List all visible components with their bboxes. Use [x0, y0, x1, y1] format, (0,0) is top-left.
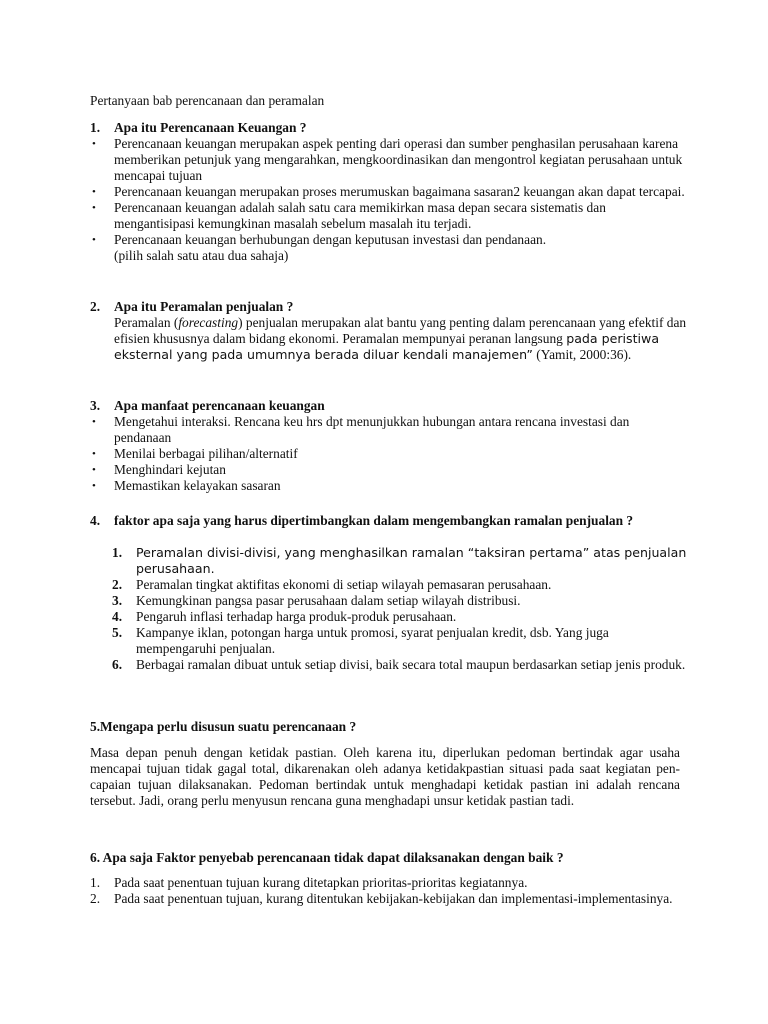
list-item: • Menilai berbagai pilihan/alternatif — [68, 446, 688, 462]
list-item — [68, 657, 688, 673]
list-text: Pada saat penentuan tujuan kurang ditetapkan prioritas-prioritas kegiatannya. — [114, 875, 528, 890]
question-3-number: 3. — [90, 398, 101, 413]
document-title: Pertanyaan bab perencanaan dan peramalan — [90, 93, 325, 108]
question-1 — [68, 120, 688, 264]
list-text: Peramalan divisi-divisi, yang menghasilkan ramalan “taksiran pertama” atas penjualan perusahaan. — [136, 545, 687, 576]
question-1-bullets — [68, 136, 688, 248]
answer-text: ) penjualan merupakan alat bantu yang penting dalam perencanaan yang efektif dan efisien khususnya dalam bidang ekonomi. Peramalan mempunyai peranan langsung — [114, 315, 687, 346]
list-number: 1. — [112, 545, 123, 560]
list-text: Pengaruh inflasi terhadap harga produk-produk perusahaan. — [136, 609, 457, 624]
question-4-title: faktor apa saja yang harus dipertimbangkan dalam mengembangkan ramalan penjualan ? — [114, 513, 634, 528]
list-text: Kampanye iklan, potongan harga untuk promosi, syarat penjualan kredit, dsb. Yang juga mempengaruhi penjualan. — [136, 625, 609, 656]
question-2-heading — [68, 299, 688, 315]
question-3-title: Apa manfaat perencanaan keuangan — [114, 398, 325, 413]
answer-italic-term: forecasting — [178, 315, 239, 330]
list-number: 2. — [90, 891, 101, 906]
answer-quote: pada peristiwa eksternal yang pada umumnya berada diluar kendali manajemen” — [114, 331, 660, 362]
list-item: • Mengetahui interaksi. Rencana keu hrs dpt menunjukkan hubungan antara rencana investasi dan pendanaan — [68, 414, 688, 446]
list-item — [68, 875, 688, 891]
list-text: Berbagai ramalan dibuat untuk setiap divisi, baik secara total maupun berdasarkan setiap jenis produk. — [136, 657, 686, 672]
section-5-heading: 5.Mengapa perlu disusun suatu perencanaan ? — [90, 719, 357, 734]
list-item: • Perencanaan keuangan berhubungan dengan keputusan investasi dan pendanaan. — [68, 232, 688, 248]
question-1-number: 1. — [90, 120, 101, 135]
question-2-title: Apa itu Peramalan penjualan ? — [114, 299, 294, 314]
list-item — [68, 609, 688, 625]
list-item — [68, 593, 688, 609]
answer-citation: (Yamit, 2000:36). — [532, 347, 632, 362]
question-4-heading — [68, 513, 688, 529]
list-item — [68, 625, 688, 657]
question-2-answer — [68, 315, 688, 363]
list-number: 2. — [112, 577, 123, 592]
question-4 — [68, 513, 688, 529]
answer-text: Peramalan ( — [114, 315, 179, 330]
list-number: 3. — [112, 593, 123, 608]
list-text: Peramalan tingkat aktifitas ekonomi di setiap wilayah pemasaran perusahaan. — [136, 577, 552, 592]
list-text: Kemungkinan pangsa pasar perusahaan dalam setiap wilayah distribusi. — [136, 593, 521, 608]
list-item: • Perencanaan keuangan adalah salah satu cara memikirkan masa depan secara sistematis dan mengantisipasi kemungkinan masalah sebelum masalah itu terjadi. — [68, 200, 688, 232]
section-5-paragraph: Masa depan penuh dengan ketidak pastian. Oleh karena itu, diperlukan pedoman bertindak agar usaha mencapai tujuan tidak gagal total, dikarenakan oleh adanya ketidakpastian situasi pada saat kegiatan pen-capaian tujuan dilaksanakan. Pedoman bertindak untuk menghadapi ketidak pastian ini adalah rencana tersebut. Jadi, orang perlu menyusun rencana guna menghadapi unsur ketidak pastian tadi. — [90, 745, 680, 808]
list-number: 6. — [112, 657, 123, 672]
question-1-heading — [68, 120, 688, 136]
list-item — [68, 545, 688, 577]
question-1-note: (pilih salah satu atau dua sahaja) — [114, 248, 289, 263]
list-number: 5. — [112, 625, 123, 640]
question-3 — [68, 398, 688, 494]
question-3-bullets — [68, 414, 688, 494]
list-item: • Menghindari kejutan — [68, 462, 688, 478]
section-6-list — [68, 875, 688, 907]
list-item: • Memastikan kelayakan sasaran — [68, 478, 688, 494]
section-6-heading: 6. Apa saja Faktor penyebab perencanaan tidak dapat dilaksanakan dengan baik ? — [90, 850, 564, 865]
list-item: • Perencanaan keuangan merupakan proses merumuskan bagaimana sasaran2 keuangan akan dapat tercapai. — [68, 184, 688, 200]
question-4-list — [68, 545, 688, 673]
question-3-heading — [68, 398, 688, 414]
question-1-title: Apa itu Perencanaan Keuangan ? — [114, 120, 307, 135]
question-2-number: 2. — [90, 299, 101, 314]
question-2 — [68, 299, 688, 363]
list-item — [68, 577, 688, 593]
list-item — [68, 891, 688, 907]
question-4-number: 4. — [90, 513, 101, 528]
list-text: Pada saat penentuan tujuan, kurang ditentukan kebijakan-kebijakan dan implementasi-implementasinya. — [114, 891, 673, 906]
list-item: • Perencanaan keuangan merupakan aspek penting dari operasi dan sumber penghasilan perusahaan karena memberikan petunjuk yang mengarahkan, mengkoordinasikan dan mengontrol kegiatan perusahaan untuk mencapai tujuan — [68, 136, 688, 184]
list-number: 1. — [90, 875, 101, 890]
list-number: 4. — [112, 609, 123, 624]
